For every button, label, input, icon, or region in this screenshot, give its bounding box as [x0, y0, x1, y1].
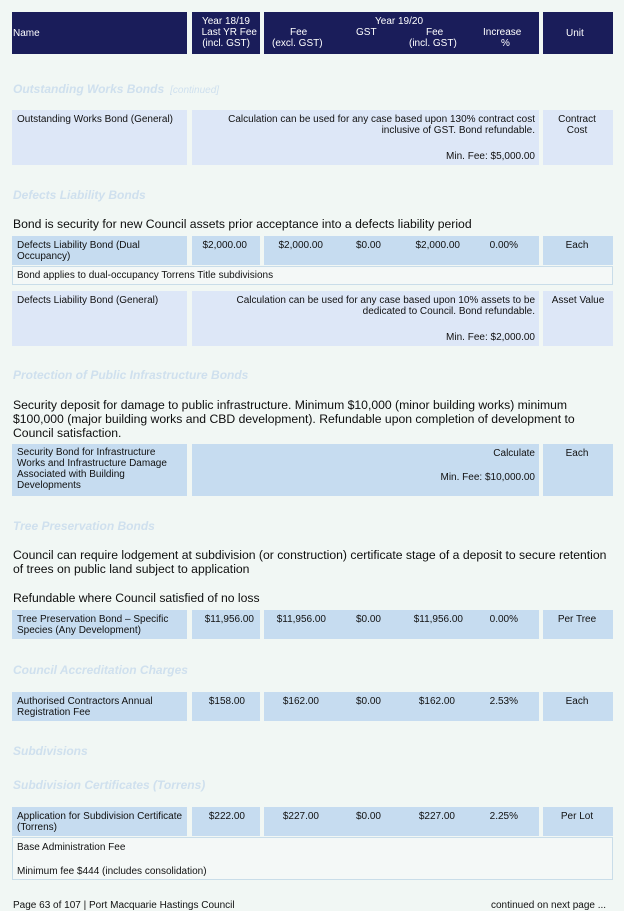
header-unit-cell [543, 12, 613, 54]
row-ppi-security-name-cell [12, 444, 187, 496]
row-dlb-general-unit-cell [543, 291, 613, 346]
row-owb-general-name: Outstanding Works Bond (General) [17, 114, 174, 125]
row-tpb-specific-unit-cell [543, 610, 613, 639]
header-name: Name [13, 28, 40, 39]
header-year-group-cell [264, 12, 539, 54]
row-dlb-dual-gst: $0.00 [355, 240, 381, 251]
row-sct-app-last-cell [192, 807, 260, 836]
row-tpb-specific-name: Tree Preservation Bond – Specific Species (Any Development) [17, 614, 169, 636]
row-dlb-general-name-cell [12, 291, 187, 346]
footer-page-info: Page 63 of 107 | Port Macquarie Hastings Council [13, 900, 235, 911]
header-name-cell [12, 12, 187, 54]
row-dlb-general-name: Defects Liability Bond (General) [17, 295, 159, 306]
row-dlb-dual-fees-cell [264, 236, 539, 265]
header-last-year-cell [192, 12, 260, 54]
row-owb-general-calc-cell [192, 110, 539, 165]
row-ppi-security-name: Security Bond for Infrastructure Works and Infrastructure Damage Associated with Building Developments [17, 447, 167, 491]
row-ppi-security-calc-cell [192, 444, 539, 496]
row-tpb-specific-fees-cell [264, 610, 539, 639]
section-intro-tree-preservation-1: Council can require lodgement at subdivision (or construction) certificate stage of a deposit to secure retention of trees on public land subject to application [13, 548, 607, 576]
row-sct-app-increase: 2.25% [489, 811, 518, 822]
header-fee-excl-2: (excl. GST) [272, 38, 323, 49]
header-unit: Unit [566, 28, 584, 39]
row-owb-general-unit: Contract Cost [558, 114, 596, 136]
row-sct-app-name-cell [12, 807, 187, 836]
row-ppi-security-calc: Calculate [493, 448, 535, 459]
row-tpb-specific-last-cell [192, 610, 260, 639]
section-intro-tree-preservation-2: Refundable where Council satisfied of no loss [13, 591, 260, 605]
header-year-group: Year 19/20 [375, 16, 424, 27]
row-dlb-general-unit: Asset Value [551, 295, 605, 306]
footer-continued: continued on next page ... [491, 900, 607, 911]
section-title-outstanding-works [13, 82, 219, 96]
row-cac-contractors-name: Authorised Contractors Annual Registration Fee [17, 696, 153, 718]
row-ppi-security-unit: Each [565, 448, 589, 459]
row-sct-app-note-cell [12, 837, 613, 880]
row-owb-general-name-cell [12, 110, 187, 165]
row-sct-app-note-1: Base Administration Fee [17, 842, 126, 853]
row-sct-app-name: Application for Subdivision Certificate (Torrens) [17, 811, 183, 833]
row-owb-general-min: Min. Fee: $5,000.00 [446, 151, 535, 162]
row-owb-general-unit-cell [543, 110, 613, 165]
row-tpb-specific-increase: 0.00% [489, 614, 518, 625]
row-sct-app-fees-cell [264, 807, 539, 836]
header-last-year-3: (incl. GST) [202, 38, 250, 49]
row-sct-app-note-2: Minimum fee $444 (includes consolidation) [17, 866, 207, 877]
row-dlb-dual-increase: 0.00% [489, 240, 518, 251]
row-dlb-dual-name-cell [12, 236, 187, 265]
row-sct-app-unit-cell [543, 807, 613, 836]
header-fee-excl-1: Fee [290, 27, 308, 38]
row-tpb-specific-gst: $0.00 [355, 614, 381, 625]
row-cac-contractors-incl: $162.00 [418, 696, 455, 707]
row-tpb-specific-last: $11,956.00 [204, 614, 254, 625]
row-ppi-security-unit-cell [543, 444, 613, 496]
section-title-subdivision-certificates: Subdivision Certificates (Torrens) [13, 778, 206, 792]
row-cac-contractors-fees-cell [264, 692, 539, 721]
row-sct-app-last: $222.00 [208, 811, 245, 822]
row-tpb-specific-name-cell [12, 610, 187, 639]
row-tpb-specific-unit: Per Tree [557, 614, 597, 625]
row-tpb-specific-incl: $11,956.00 [413, 614, 463, 625]
row-tpb-specific-excl: $11,956.00 [276, 614, 326, 625]
section-continued-label: [continued] [170, 85, 220, 96]
header-increase-1: Increase [483, 27, 522, 38]
section-intro-defects-liability: Bond is security for new Council assets prior acceptance into a defects liability period [13, 217, 472, 231]
row-dlb-dual-incl: $2,000.00 [415, 240, 460, 251]
section-intro-public-infrastructure: Security deposit for damage to public infrastructure. Minimum $10,000 (minor building works) minimum $100,000 (major building works and CBD development). Refundable upon completion of development to Council satisfaction. [13, 398, 575, 440]
row-sct-app-gst: $0.00 [355, 811, 381, 822]
row-cac-contractors-unit: Each [565, 696, 589, 707]
row-cac-contractors-name-cell [12, 692, 187, 721]
row-cac-contractors-increase: 2.53% [489, 696, 518, 707]
section-title-text: Outstanding Works Bonds [13, 82, 165, 96]
section-title-public-infrastructure: Protection of Public Infrastructure Bonds [13, 368, 249, 382]
row-cac-contractors-last: $158.00 [208, 696, 245, 707]
header-last-year-2: Last YR Fee [201, 27, 257, 38]
header-fee-incl-1: Fee [426, 27, 444, 38]
row-dlb-dual-note-cell [12, 266, 613, 285]
row-dlb-general-calc: Calculation can be used for any case based upon 10% assets to be dedicated to Council. Bond refundable. [236, 295, 535, 317]
section-title-subdivisions: Subdivisions [13, 744, 88, 758]
row-cac-contractors-gst: $0.00 [355, 696, 381, 707]
section-title-tree-preservation: Tree Preservation Bonds [13, 519, 155, 533]
header-increase-2: % [501, 38, 510, 49]
row-owb-general-calc: Calculation can be used for any case based upon 130% contract cost inclusive of GST. Bond refundable. [228, 114, 535, 136]
row-dlb-dual-unit-cell [543, 236, 613, 265]
row-dlb-dual-name: Defects Liability Bond (Dual Occupancy) [17, 240, 140, 262]
row-dlb-general-min: Min. Fee: $2,000.00 [446, 332, 535, 343]
section-title-council-accreditation: Council Accreditation Charges [13, 663, 188, 677]
row-sct-app-incl: $227.00 [418, 811, 455, 822]
row-sct-app-unit: Per Lot [560, 811, 594, 822]
row-cac-contractors-last-cell [192, 692, 260, 721]
row-cac-contractors-unit-cell [543, 692, 613, 721]
header-fee-incl-2: (incl. GST) [409, 38, 457, 49]
row-ppi-security-min: Min. Fee: $10,000.00 [440, 472, 535, 483]
row-cac-contractors-excl: $162.00 [282, 696, 319, 707]
row-dlb-dual-last: $2,000.00 [202, 240, 247, 251]
row-dlb-general-calc-cell [192, 291, 539, 346]
row-dlb-dual-excl: $2,000.00 [278, 240, 323, 251]
row-dlb-dual-unit: Each [565, 240, 589, 251]
header-last-year-1: Year 18/19 [201, 16, 250, 27]
row-dlb-dual-note: Bond applies to dual-occupancy Torrens Title subdivisions [17, 270, 274, 281]
row-dlb-dual-last-cell [192, 236, 260, 265]
row-sct-app-excl: $227.00 [282, 811, 319, 822]
header-gst: GST [356, 27, 377, 38]
section-title-defects-liability: Defects Liability Bonds [13, 188, 146, 202]
